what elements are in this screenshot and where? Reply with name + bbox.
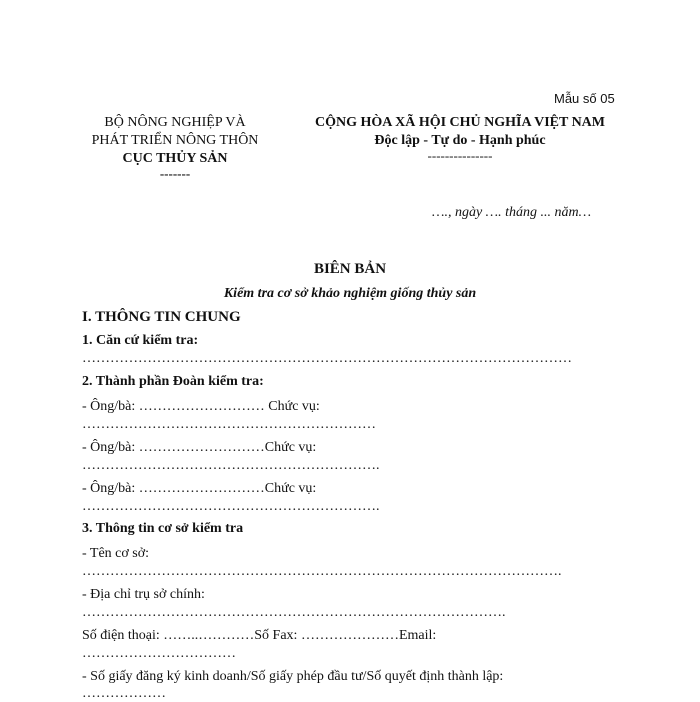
item-1-heading: 1. Căn cứ kiểm tra: xyxy=(82,333,199,348)
nation-motto: Độc lập - Tự do - Hạnh phúc xyxy=(374,133,546,148)
member-1-name: - Ông/bà: ……………………… Chức vụ: xyxy=(82,399,320,414)
nation-title: CỘNG HÒA XÃ HỘI CHỦ NGHĨA VIỆT NAM xyxy=(314,115,605,130)
agency-line-1: BỘ NÔNG NGHIỆP VÀ xyxy=(104,115,246,130)
member-2-fill-line: ………………………………………………………. xyxy=(82,458,380,473)
member-2-name: - Ông/bà: ………………………Chức vụ: xyxy=(82,440,317,455)
agency-line-3: CỤC THỦY SẢN xyxy=(122,151,228,166)
form-code: Mẫu số 05 xyxy=(554,91,615,106)
date-line: …., ngày …. tháng ... năm… xyxy=(432,205,592,220)
section-1-heading: I. THÔNG TIN CHUNG xyxy=(82,309,241,325)
item-3-heading: 3. Thông tin cơ sở kiểm tra xyxy=(82,521,244,536)
item-2-heading: 2. Thành phần Đoàn kiểm tra: xyxy=(82,374,264,389)
item-1-fill-line: …………………………………………………………………………………………… xyxy=(82,351,572,366)
address-label: - Địa chỉ trụ sở chính: xyxy=(82,587,205,602)
contact-line: Số điện thoại: ……..…………Số Fax: …………………Email: xyxy=(82,628,437,643)
facility-name-label: - Tên cơ sở: xyxy=(82,546,150,561)
document-title: BIÊN BẢN xyxy=(313,261,387,277)
document-subtitle: Kiểm tra cơ sở khảo nghiệm giống thủy sản xyxy=(223,286,477,301)
member-3-name: - Ông/bà: ………………………Chức vụ: xyxy=(82,481,317,496)
member-3-fill-line: ………………………………………………………. xyxy=(82,499,380,514)
nation-rule: --------------- xyxy=(427,148,493,163)
agency-line-2: PHÁT TRIỂN NÔNG THÔN xyxy=(91,133,259,148)
contact-fill-line: …………………………… xyxy=(82,646,236,661)
member-1-fill-line: ……………………………………………………… xyxy=(82,417,376,432)
license-label: - Số giấy đăng ký kinh doanh/Số giấy phép đầu tư/Số quyết định thành lập: xyxy=(82,669,504,684)
address-fill-line: ………………………………………………………………………………. xyxy=(82,605,506,620)
license-fill-line: ……………… xyxy=(82,686,166,701)
facility-name-fill-line: …………………………………………………………………………………………. xyxy=(82,564,562,579)
agency-rule: ------- xyxy=(159,166,191,181)
